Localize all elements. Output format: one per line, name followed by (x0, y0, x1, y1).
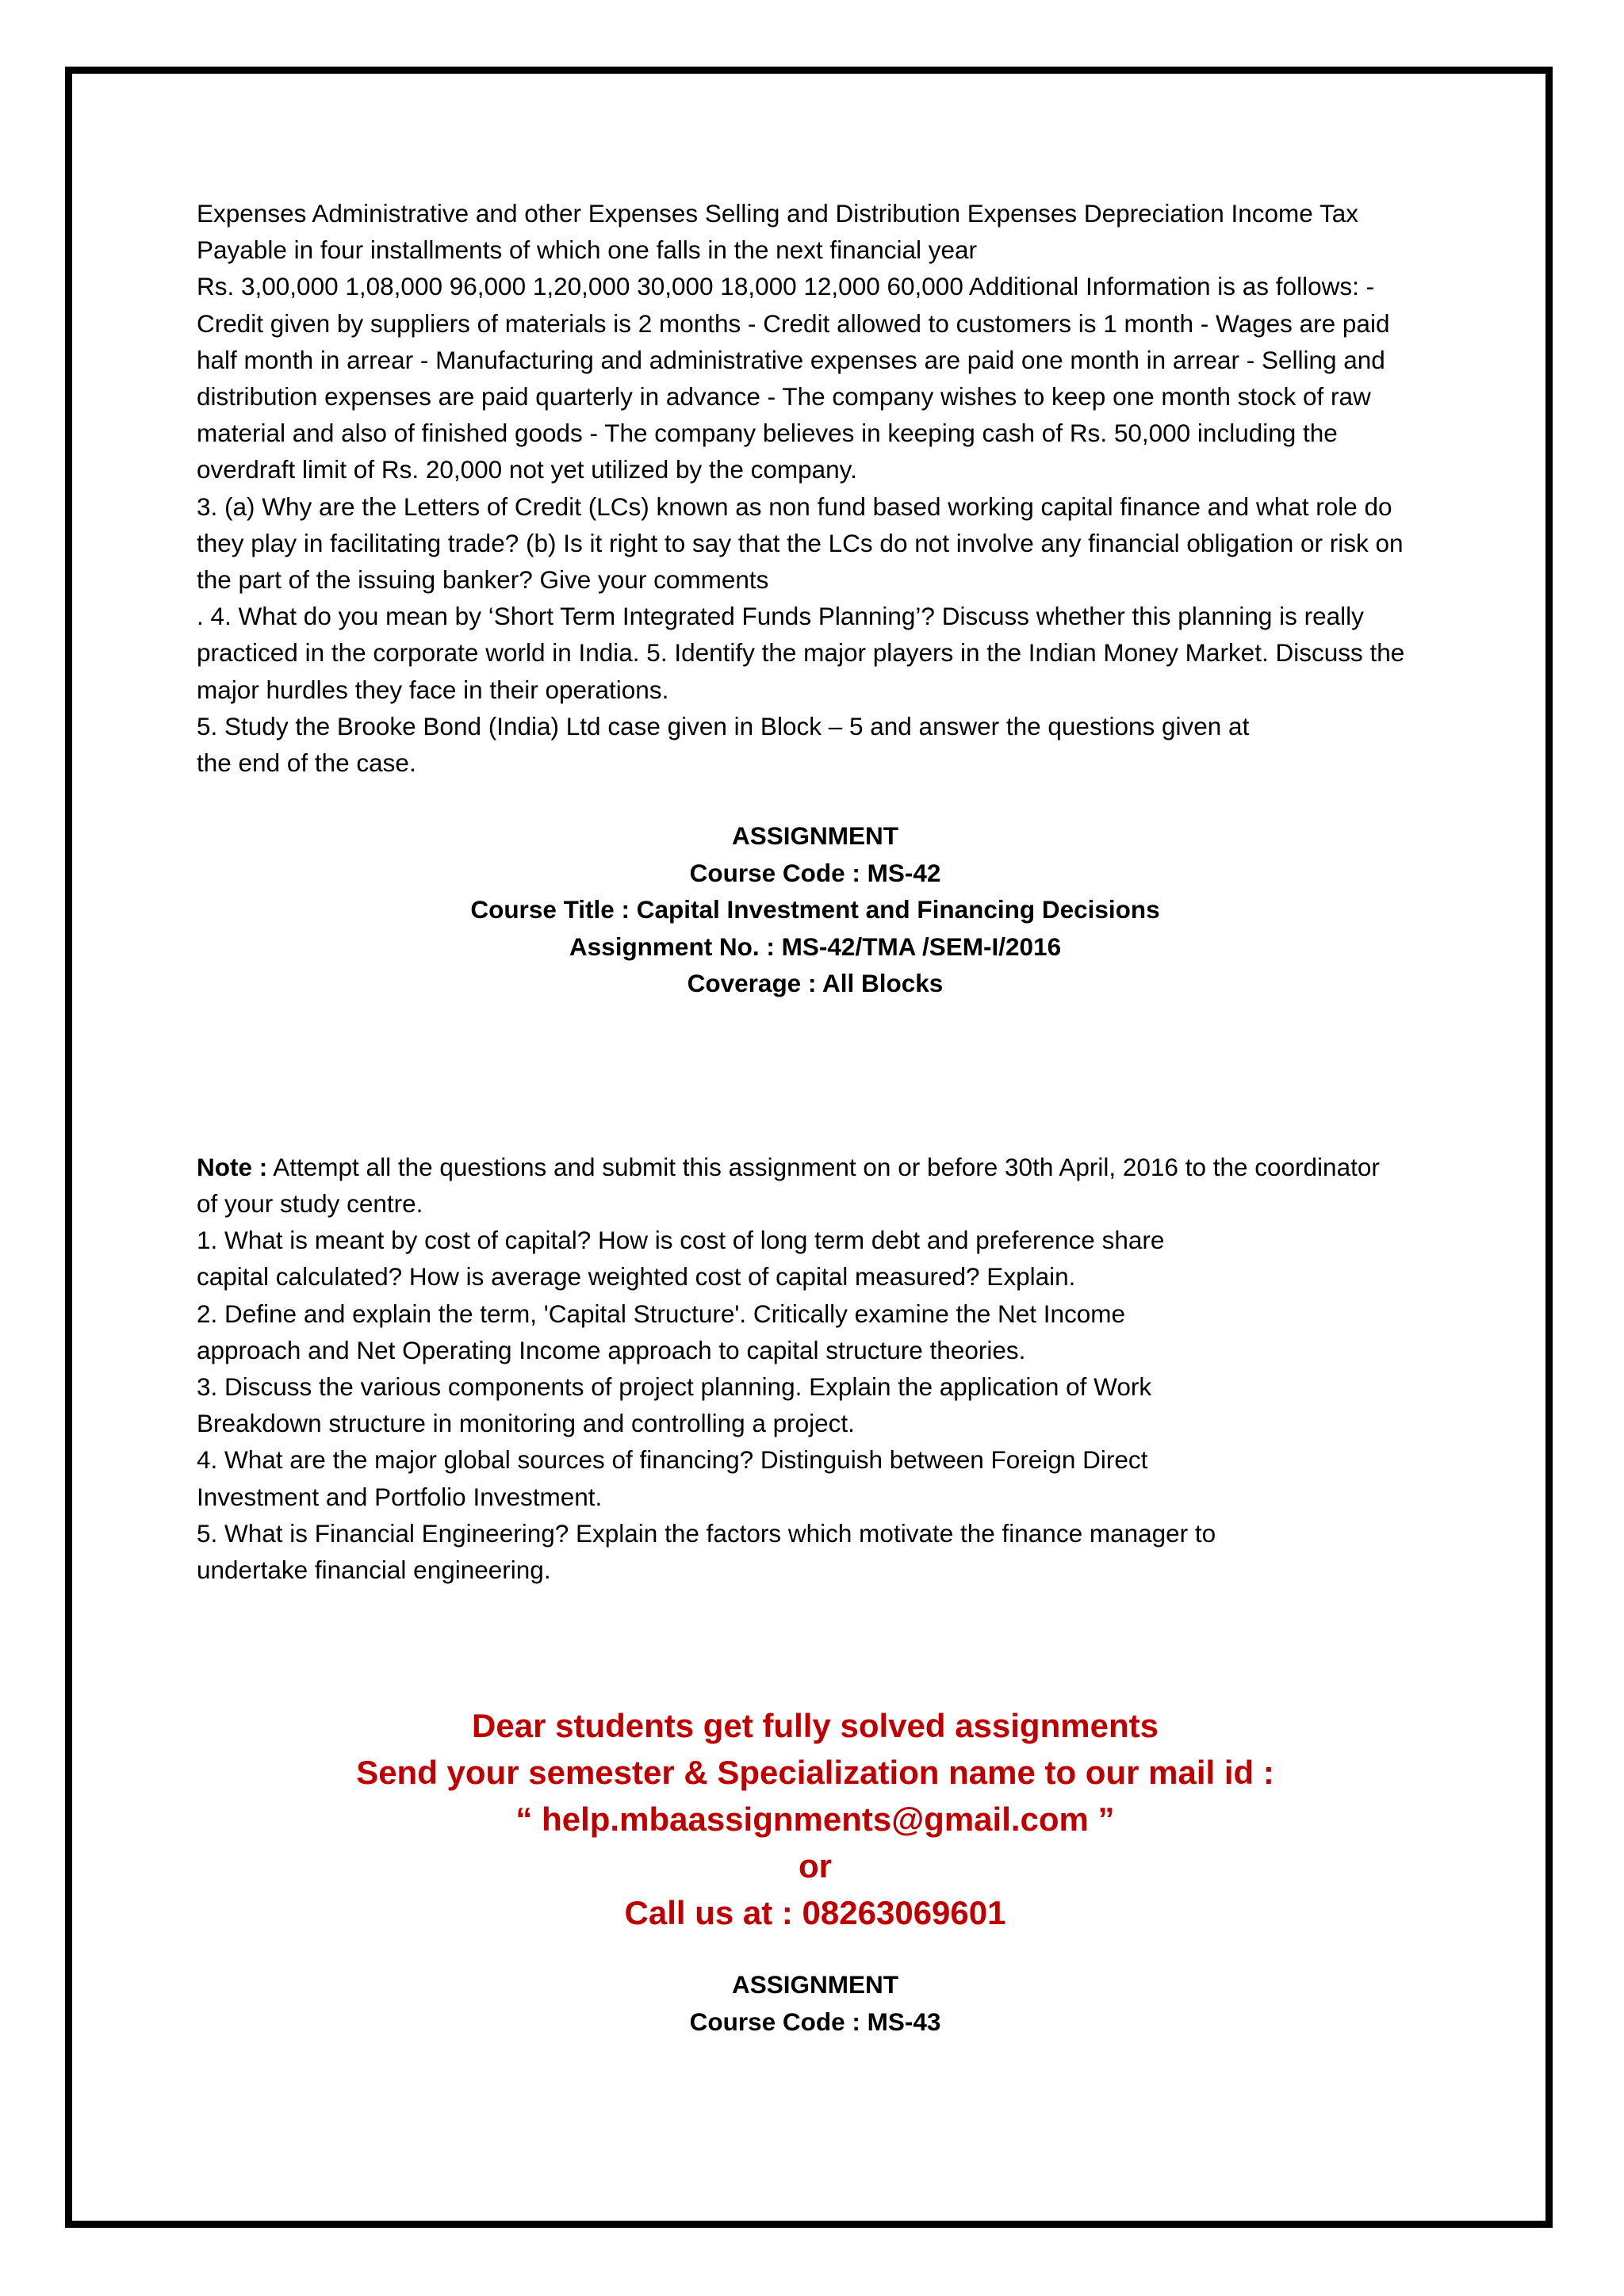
question-line: 2. Define and explain the term, 'Capital Structure'. Critically examine the Net Income (197, 1299, 1126, 1328)
assignment-number: Assignment No. : MS-42/TMA /SEM-I/2016 (569, 932, 1062, 961)
question-item (197, 1295, 1434, 1368)
assignment-header-ms42 (197, 817, 1434, 1002)
course-title: Course Title : Capital Investment and Financing Decisions (470, 895, 1160, 924)
question-line: 1. What is meant by cost of capital? How is cost of long term debt and preference share (197, 1226, 1165, 1255)
body-paragraph-expenses: Expenses Administrative and other Expenses Selling and Distribution Expenses Depreciation Income Tax Payable in four installments of which one falls in the next financial year (197, 199, 1358, 265)
coverage: Coverage : All Blocks (687, 969, 944, 998)
assignment-heading: ASSIGNMENT (731, 821, 898, 851)
question-item (197, 1441, 1434, 1514)
body-paragraph-question-3: 3. (a) Why are the Letters of Credit (LCs) known as non fund based working capital finance and what role do they play in facilitating trade? (b) Is it right to say that the LCs do not involve any financial obligation or risk on the part of the issuing banker? Give your comments (197, 492, 1404, 595)
note-text: Attempt all the questions and submit this assignment on or before 30th April, 2016 to the coordinator of your study centre. (197, 1152, 1380, 1218)
course-code: Course Code : MS-42 (689, 858, 941, 887)
assignment-heading: ASSIGNMENT (731, 1970, 898, 1999)
assignment-header-ms43 (197, 1966, 1434, 2040)
question-line: 3. Discuss the various components of project planning. Explain the application of Work (197, 1372, 1152, 1401)
promo-block (197, 1702, 1434, 1936)
question-line: approach and Net Operating Income approach to capital structure theories. (197, 1335, 1026, 1364)
question-item (197, 1222, 1434, 1295)
question-line: 4. What are the major global sources of financing? Distinguish between Foreign Direct (197, 1445, 1148, 1475)
body-paragraph-question-4: . 4. What do you mean by ‘Short Term Integrated Funds Planning’? Discuss whether this planning is really practiced in the corporate world in India. 5. Identify the major players in the Indian Money Market. Discuss the major hurdles they face in their operations. (197, 602, 1405, 704)
body-paragraph-question-5: 5. Study the Brooke Bond (India) Ltd case given in Block – 5 and answer the questions given at the end of the case. (197, 711, 1250, 778)
question-line: undertake financial engineering. (197, 1555, 551, 1584)
note-paragraph (197, 1149, 1402, 1222)
promo-line-send: Send your semester & Specialization name to our mail id : (356, 1754, 1274, 1792)
course-code: Course Code : MS-43 (689, 2007, 941, 2036)
question-line: Breakdown structure in monitoring and controlling a project. (197, 1409, 855, 1438)
promo-email: “ help.mbaassignments@gmail.com ” (515, 1800, 1115, 1839)
question-line: capital calculated? How is average weighted cost of capital measured? Explain. (197, 1262, 1076, 1292)
question-item (197, 1515, 1434, 1588)
question-item (197, 1368, 1434, 1441)
body-paragraph-additional-info: Rs. 3,00,000 1,08,000 96,000 1,20,000 30,000 18,000 12,000 60,000 Additional Information is as follows: - Credit given by suppliers of materials is 2 months - Credit allowed to customers is 1 month - Wages are paid half month in arrear - Manufacturing and administrative expenses are paid one month in arrear - Selling and distribution expenses are paid quarterly in advance - The company wishes to keep one month stock of raw material and also of finished goods - The company believes in keeping cash of Rs. 50,000 including the overdraft limit of Rs. 20,000 not yet utilized by the company. (197, 272, 1390, 484)
promo-or: or (799, 1847, 832, 1885)
document-content (197, 195, 1434, 2040)
question-line: 5. What is Financial Engineering? Explain the factors which motivate the finance manager to (197, 1518, 1216, 1548)
question-list (197, 1222, 1434, 1588)
note-label: Note : (197, 1152, 268, 1181)
question-line: Investment and Portfolio Investment. (197, 1482, 603, 1511)
promo-line-solved: Dear students get fully solved assignments (472, 1707, 1159, 1745)
promo-phone: Call us at : 08263069601 (624, 1894, 1006, 1932)
